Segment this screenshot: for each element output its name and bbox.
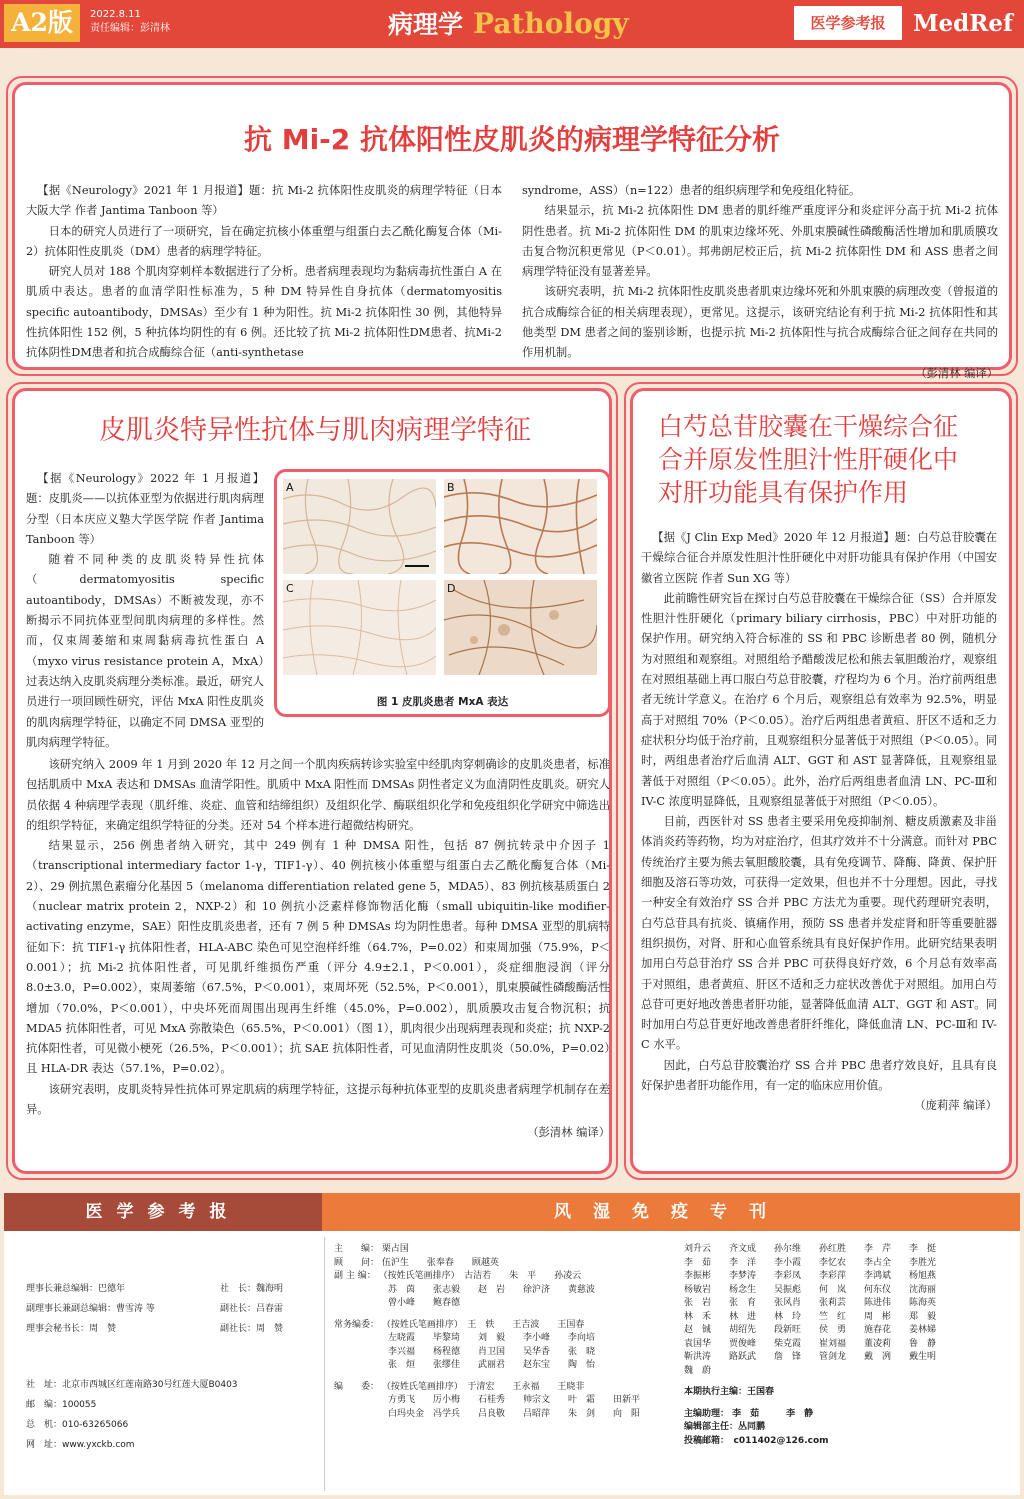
staff-line: 理事长兼总编辑：巴德年 bbox=[26, 1284, 126, 1294]
article2-para: 随着不同种类的皮肌炎特异性抗体（dermatomyositis specific autoantibody，DMSAs）不断被发现，亦不断揭示不同抗体亚型间肌肉病理的多样性。然而，仅束周萎缩和束周黏病毒抗性蛋白 A（myxo virus resistance protein A，MxA）过表达纳入皮肌炎病理分类标准。最近，研究人员进行一项回顾性研究，评估 MxA 阳性皮肌炎的肌肉病理学特征，以确定不同 DMSA 亚型的肌肉病理学特征。 bbox=[26, 553, 264, 749]
committee-line: 林 禾 林 进 林 玲 竺 红 周 彬 郑 毅 bbox=[684, 1311, 937, 1322]
editor-assistants: 主编助理： 李 茹 李 静 bbox=[684, 1408, 814, 1419]
article1-para: 研究人员对 188 个肌肉穿刺样本数据进行了分析。患者病理表现均为黏病毒抗性蛋白 A 在肌质中表达。患者的血清学阳性标准为，5 种 DM 特异性自身抗体（dermatomyositis specific autoantibody，DMSAs）至少有 1 种为阳性。抗 Mi-2 抗体阳性 30 例，其他特异性抗体阳性 152 例，5 种抗体均阴性的有 6 例。还比较了抗 Mi-2 抗体阳性DM患者、抗Mi-2抗体阴性DM患者和抗合成酶综合征（anti-synthetase bbox=[26, 265, 502, 360]
article3-para: 【据《J Clin Exp Med》2020 年 12 月报道】题：白芍总苷胶囊在干燥综合征合并原发性胆汁性肝硬化中对肝功能具有保护作用（中国安徽省立医院 作者 Sun XG 等） bbox=[641, 531, 997, 585]
figure-panel-d bbox=[444, 580, 597, 675]
staff-line: 理事会秘书长：周 赞 bbox=[26, 1324, 117, 1334]
staff-line: 副理事长兼副总编辑：曹雪涛 等 bbox=[26, 1304, 155, 1314]
figure-panel-c bbox=[283, 580, 436, 675]
committee-line: 刘升云 齐文成 孙尔维 孙红胜 李 芹 李 挺 bbox=[684, 1244, 937, 1254]
micrograph-d bbox=[444, 580, 597, 675]
micrograph-a bbox=[283, 479, 436, 574]
panel-label-b: B bbox=[447, 481, 455, 494]
article2-editor: （彭清林 编译） bbox=[527, 1126, 610, 1140]
article1-para: 【据《Neurology》2021 年 1 月报道】题：抗 Mi-2 抗体阳性皮肌炎的病理学特征（日本大阪大学 作者 Jantima Tanboon 等） bbox=[26, 184, 502, 218]
editorial-line: 方勇飞 厉小梅 石桂秀 帅宗文 叶 霜 田新平 bbox=[334, 1395, 641, 1405]
committee-names bbox=[684, 1243, 936, 1448]
editorial-line: 苏 茵 张志毅 赵 岩 徐沪济 黄慈波 bbox=[334, 1284, 596, 1295]
contact-phone: 总 机：010-63265066 bbox=[26, 1420, 129, 1430]
editorial-dept-head: 编辑部主任：丛同鹏 bbox=[684, 1422, 766, 1432]
editorial-line: 副 主 编： （按姓氏笔画排序） 古洁若 朱 平 孙凌云 bbox=[334, 1271, 582, 1281]
section-title bbox=[388, 4, 648, 44]
editorial-board bbox=[334, 1243, 640, 1421]
article2-para: 该研究纳入 2009 年 1 月到 2020 年 12 月之间一个肌肉疾病转诊实验室中经肌肉穿刺确诊的皮肌炎患者，标准包括肌质中 MxA 表达和 DMSAs 血清学阳性。肌质中 MxA 阳性而 DMSAs 阴性者定义为血清阴性皮肌炎。研究人员依据 4 种病理学表现（肌纤维、炎症、血管和结缔组织）及组织化学、酶联组织化学和免疫组织化学研究中筛选出的组织学特征，来确定组织学特征的分类。还对 54 个样本进行超微结构研究。 bbox=[26, 758, 610, 832]
contact-address: 社 址：北京市西城区红莲南路30号红莲大厦B0403 bbox=[26, 1380, 238, 1390]
masthead-divider bbox=[324, 1237, 325, 1491]
header-meta bbox=[90, 8, 170, 36]
figure-panel-b bbox=[444, 479, 597, 574]
article3-title-line: 对肝功能具有保护作用 bbox=[658, 478, 909, 507]
article3-title-line: 合并原发性胆汁性肝硬化中 bbox=[658, 445, 959, 474]
article2-para: 【据《Neurology》2022 年 1 月报道】题：皮肌炎——以抗体亚型为依据进行肌肉病理分型（日本庆应义塾大学医学院 作者 Jantima Tanboon 等） bbox=[26, 472, 264, 546]
staff-line: 社 长：魏海明 bbox=[220, 1284, 284, 1294]
article2-col-full bbox=[26, 755, 610, 1144]
committee-line: 靳洪涛 路跃武 詹 锋 管剑龙 戴 冽 戴生明 bbox=[684, 1352, 937, 1362]
committee-line: 张 岩 张 育 张风肖 张莉芸 陈进伟 陈海英 bbox=[684, 1298, 937, 1308]
figure-caption: 图 1 皮肌炎患者 MxA 表达 bbox=[376, 696, 509, 708]
issue-date: 2022.8.11 bbox=[90, 9, 141, 20]
panel-label-d: D bbox=[447, 582, 456, 595]
editorial-line: 李兴福 杨程德 肖卫国 吴华香 张 晓 bbox=[334, 1346, 596, 1357]
staff-line: 副社长：周 赞 bbox=[220, 1324, 284, 1334]
committee-line: 李 茹 李 洋 李小霞 李忆农 李占全 李胜光 bbox=[684, 1257, 937, 1268]
committee-line: 杨敏岩 杨念生 吴振彪 何 岚 何东仪 沈海丽 bbox=[684, 1284, 937, 1295]
micrograph-b bbox=[444, 479, 597, 574]
article3-para: 因此，白芍总苷胶囊治疗 SS 合并 PBC 患者疗效良好，且具有良好保护患者肝功能作用，有一定的临床应用价值。 bbox=[641, 1058, 997, 1093]
article1-para: 结果显示，抗 Mi-2 抗体阳性 DM 患者的肌纤维严重度评分和炎症评分高于抗 Mi-2 抗体阴性患者。抗 Mi-2 抗体阳性 DM 的肌束边缘坏死、外肌束膜碱性磷酸酶活性增加和肌质膜攻击复合物沉积更常见（P＜0.01）。邦弗朗尼校正后，抗 Mi-2 抗体阳性 DM 和 ASS 患者之间病理学特征没有显著差异。 bbox=[522, 204, 998, 279]
article2-title: 皮肌炎特异性抗体与肌肉病理学特征 bbox=[99, 415, 531, 446]
article1-editor: （彭清林 编译） bbox=[915, 366, 998, 380]
committee-line: 魏 蔚 bbox=[684, 1365, 712, 1376]
article3-title-line: 白芍总苷胶囊在干燥综合征 bbox=[658, 412, 959, 441]
article3-editor: （庞莉萍 编译） bbox=[914, 1099, 997, 1113]
article1-para: 日本的研究人员进行了一项研究，旨在确定抗核小体重塑与组蛋白去乙酰化酶复合体（Mi-2）抗体阳性皮肌炎（DM）患者的病理学特征。 bbox=[26, 224, 502, 258]
article1-para: syndrome，ASS）（n=122）患者的组织病理学和免疫组化特征。 bbox=[522, 184, 861, 197]
contact-website: 网 址：www.yxckb.com bbox=[26, 1440, 135, 1450]
brand-name-en: MedRef bbox=[913, 10, 1013, 37]
article2-para: 该研究表明，皮肌炎特异性抗体可界定肌病的病理学特征，这提示每种抗体亚型的皮肌炎患者病理学机制存在差异。 bbox=[26, 1082, 610, 1117]
micrograph-c bbox=[283, 580, 436, 675]
figure-panel-a bbox=[283, 479, 436, 574]
article1-col2 bbox=[522, 181, 998, 384]
editorial-line: 常务编委： （按姓氏笔画排序） 王 轶 王吉波 王国春 bbox=[334, 1319, 585, 1330]
masthead-paper-title: 医学参考报 bbox=[4, 1193, 322, 1231]
article2-para: 结果显示，256 例患者纳入研究，其中 249 例有 1 种 DMSA 阳性，包括 87 例抗转录中介因子 1（transcriptional intermediary factor 1-γ，TIF1-γ）、40 例抗核小体重塑与组蛋白去乙酰化酶复合体（Mi-2）、29 例抗黑色素瘤分化基因 5（melanoma differentiation related gene 5，MDA5）、83 例抗核基质蛋白 2（nuclear matrix protein 2，NXP-2）和 10 例抗小泛素样修饰物活化酶（small ubiquitin-like modifier-activating enzyme，SAE）阳性皮肌炎患者，还有 7 例 5 种 DMSAs 均为阴性患者。每种 DMSA 亚型的肌病特征如下：抗 TIF1-γ 抗体阳性者，HLA-ABC 染色可见空泡样纤维（64.7%，P=0.02）和束周加强（75.9%，P＜0.001）；抗 Mi-2 抗体阳性者，可见肌纤维损伤严重（评分 4.9±2.1，P＜0.001），炎症细胞浸润（评分 8.0±3.0，P=0.002），束周萎缩（67.5%，P＜0.001），束周坏死（52.5%，P＜0.001），肌束膜碱性磷酸酶活性增加（70.0%，P＜0.001），中央坏死而周围出现再生纤维（45.0%，P=0.002），肌质膜攻击复合物沉积；抗 MDA5 抗体阳性者，可见 MxA 弥散染色（65.5%，P＜0.001）（图 1），肌肉很少出现病理表现和炎症；抗 NXP-2 抗体阳性者，可见微小梗死（26.5%，P＜0.001）；抗 SAE 抗体阳性者，可见血清阴性皮肌炎（50.0%，P=0.02）且 HLA-DR 表达（57.1%，P=0.02）。 bbox=[26, 839, 610, 1076]
article1-col1 bbox=[26, 181, 502, 364]
exec-editor: 本期执行主编：王国春 bbox=[684, 1387, 775, 1397]
article2-col-left bbox=[26, 469, 264, 753]
contact-postcode: 邮 编：100055 bbox=[26, 1400, 97, 1410]
editorial-line: 顾 问： 伍沪生 张奉春 顾越英 bbox=[334, 1257, 499, 1268]
article3-para: 目前，西医针对 SS 患者主要采用免疫抑制剂、糖皮质激素及非甾体消炎药等药物，均为对症治疗，但其疗效并不十分满意。而针对 PBC 传统治疗主要为熊去氧胆酸胶囊，具有免疫调节、降酶、降黄、保护肝细胞及溶石等功效，可获得一定效果，但也并不十分理想。因此，寻找一种安全有效治疗 SS 合并 PBC 方法尤为重要。现代药理研究表明，白芍总苷具有抗炎、镇痛作用，预防 SS 患者并发症肾和肝等重要脏器组织损伤，对肾、肝和心血管系统具有良好保护作用。此研究结果表明加用白芍总苷治疗 SS 合并 PBC 可获得良好疗效，6 个月总有效率高于对照组，患者黄疸、肝区不适和乏力症状改善优于对照组。加用白芍总苷可更好地改善患者肝功能，显著降低血清 ALT、GGT 和 AST。同时加用白芍总苷更好地改善患者肝纤维化，降低血清 LN、PC-Ⅲ和 IV-C 水平。 bbox=[641, 815, 997, 1052]
edition-label: A2版 bbox=[4, 4, 80, 42]
article3-para: 此前瞻性研究旨在探讨白芍总苷胶囊在干燥综合征（SS）合并原发性胆汁性肝硬化（primary biliary cirrhosis，PBC）中对肝功能的保护作用。研究纳入符合标准的 SS 和 PBC 诊断患者 80 例，随机分为对照组和观察组。对照组给予醋酸泼尼松和熊去氧胆酸治疗，观察组在对照组基础上再口服白芍总苷胶囊，疗程均为 6 个月。治疗前两组患者无统计学意义。在治疗 6 个月后，观察组总有效率为 92.5%，明显高于对照组 70%（P＜0.05）。治疗后两组患者黄疸、肝区不适和乏力症状积分均低于治疗前，且观察组积分显著低于对照组（P＜0.05）。同时，两组患者治疗后血清 ALT、GGT 和 AST 显著降低，且观察组显著低于对照组（P＜0.05）。此外，治疗后两组患者血清 LN、PC-Ⅲ和 IV-C 浓度明显降低，且观察组显著低于对照组（P＜0.05）。 bbox=[641, 591, 997, 808]
panel-label-c: C bbox=[286, 582, 294, 595]
editorial-line: 主 编： 栗占国 bbox=[334, 1244, 409, 1254]
committee-line: 袁国华 贾俊峰 柴克霞 崔刘福 董凌莉 鲁 静 bbox=[684, 1338, 937, 1349]
article3-title bbox=[658, 410, 988, 509]
editorial-line: 曾小峰 鲍春德 bbox=[334, 1298, 461, 1308]
masthead bbox=[4, 1193, 1020, 1495]
masthead-special-title: 风湿免疫专刊 bbox=[322, 1193, 1020, 1231]
committee-line: 赵 铖 胡绍先 段新旺 侯 勇 施春花 姜林娣 bbox=[684, 1325, 937, 1335]
section-title-cn: 病理学 bbox=[388, 10, 464, 39]
committee-line: 李振彬 李梦涛 李彩凤 李彩萍 李鸿斌 杨旭燕 bbox=[684, 1271, 937, 1281]
staff-line: 副社长：吕春雷 bbox=[220, 1304, 284, 1314]
section-title-en: Pathology bbox=[473, 7, 629, 40]
responsible-editor: 责任编辑：彭清林 bbox=[90, 23, 170, 34]
brand-name-cn: 医学参考报 bbox=[794, 6, 902, 40]
editorial-line: 左晓霞 毕黎琦 刘 毅 李小峰 李向培 bbox=[334, 1333, 596, 1343]
header-bar bbox=[0, 0, 1024, 48]
editorial-line: 张 烜 张缪佳 武丽君 赵东宝 陶 怡 bbox=[334, 1360, 596, 1370]
editorial-line: 编 委： （按姓氏笔画排序） 于清宏 王永福 王晓非 bbox=[334, 1381, 585, 1392]
article3-body bbox=[641, 528, 997, 1117]
panel-label-a: A bbox=[286, 481, 294, 494]
submission-email: 投稿邮箱： c011402@126.com bbox=[684, 1435, 829, 1446]
article1-para: 该研究表明，抗 Mi-2 抗体阳性皮肌炎患者肌束边缘坏死和外肌束膜的病理改变（曾报道的抗合成酶综合征的相关病理表现），更常见。这提示，该研究结论有利于抗 Mi-2 抗体阳性和其他类型 DM 患者之间的鉴别诊断，也提示抗 Mi-2 抗体阳性与抗合成酶综合征之间存在共同的作用机制。 bbox=[522, 285, 998, 360]
figure-mxa bbox=[274, 469, 611, 717]
editorial-line: 白玛央金 冯学兵 吕良敬 吕昭萍 朱 剑 向 阳 bbox=[334, 1408, 641, 1419]
article1-title: 抗 Mi-2 抗体阳性皮肌炎的病理学特征分析 bbox=[243, 123, 781, 156]
